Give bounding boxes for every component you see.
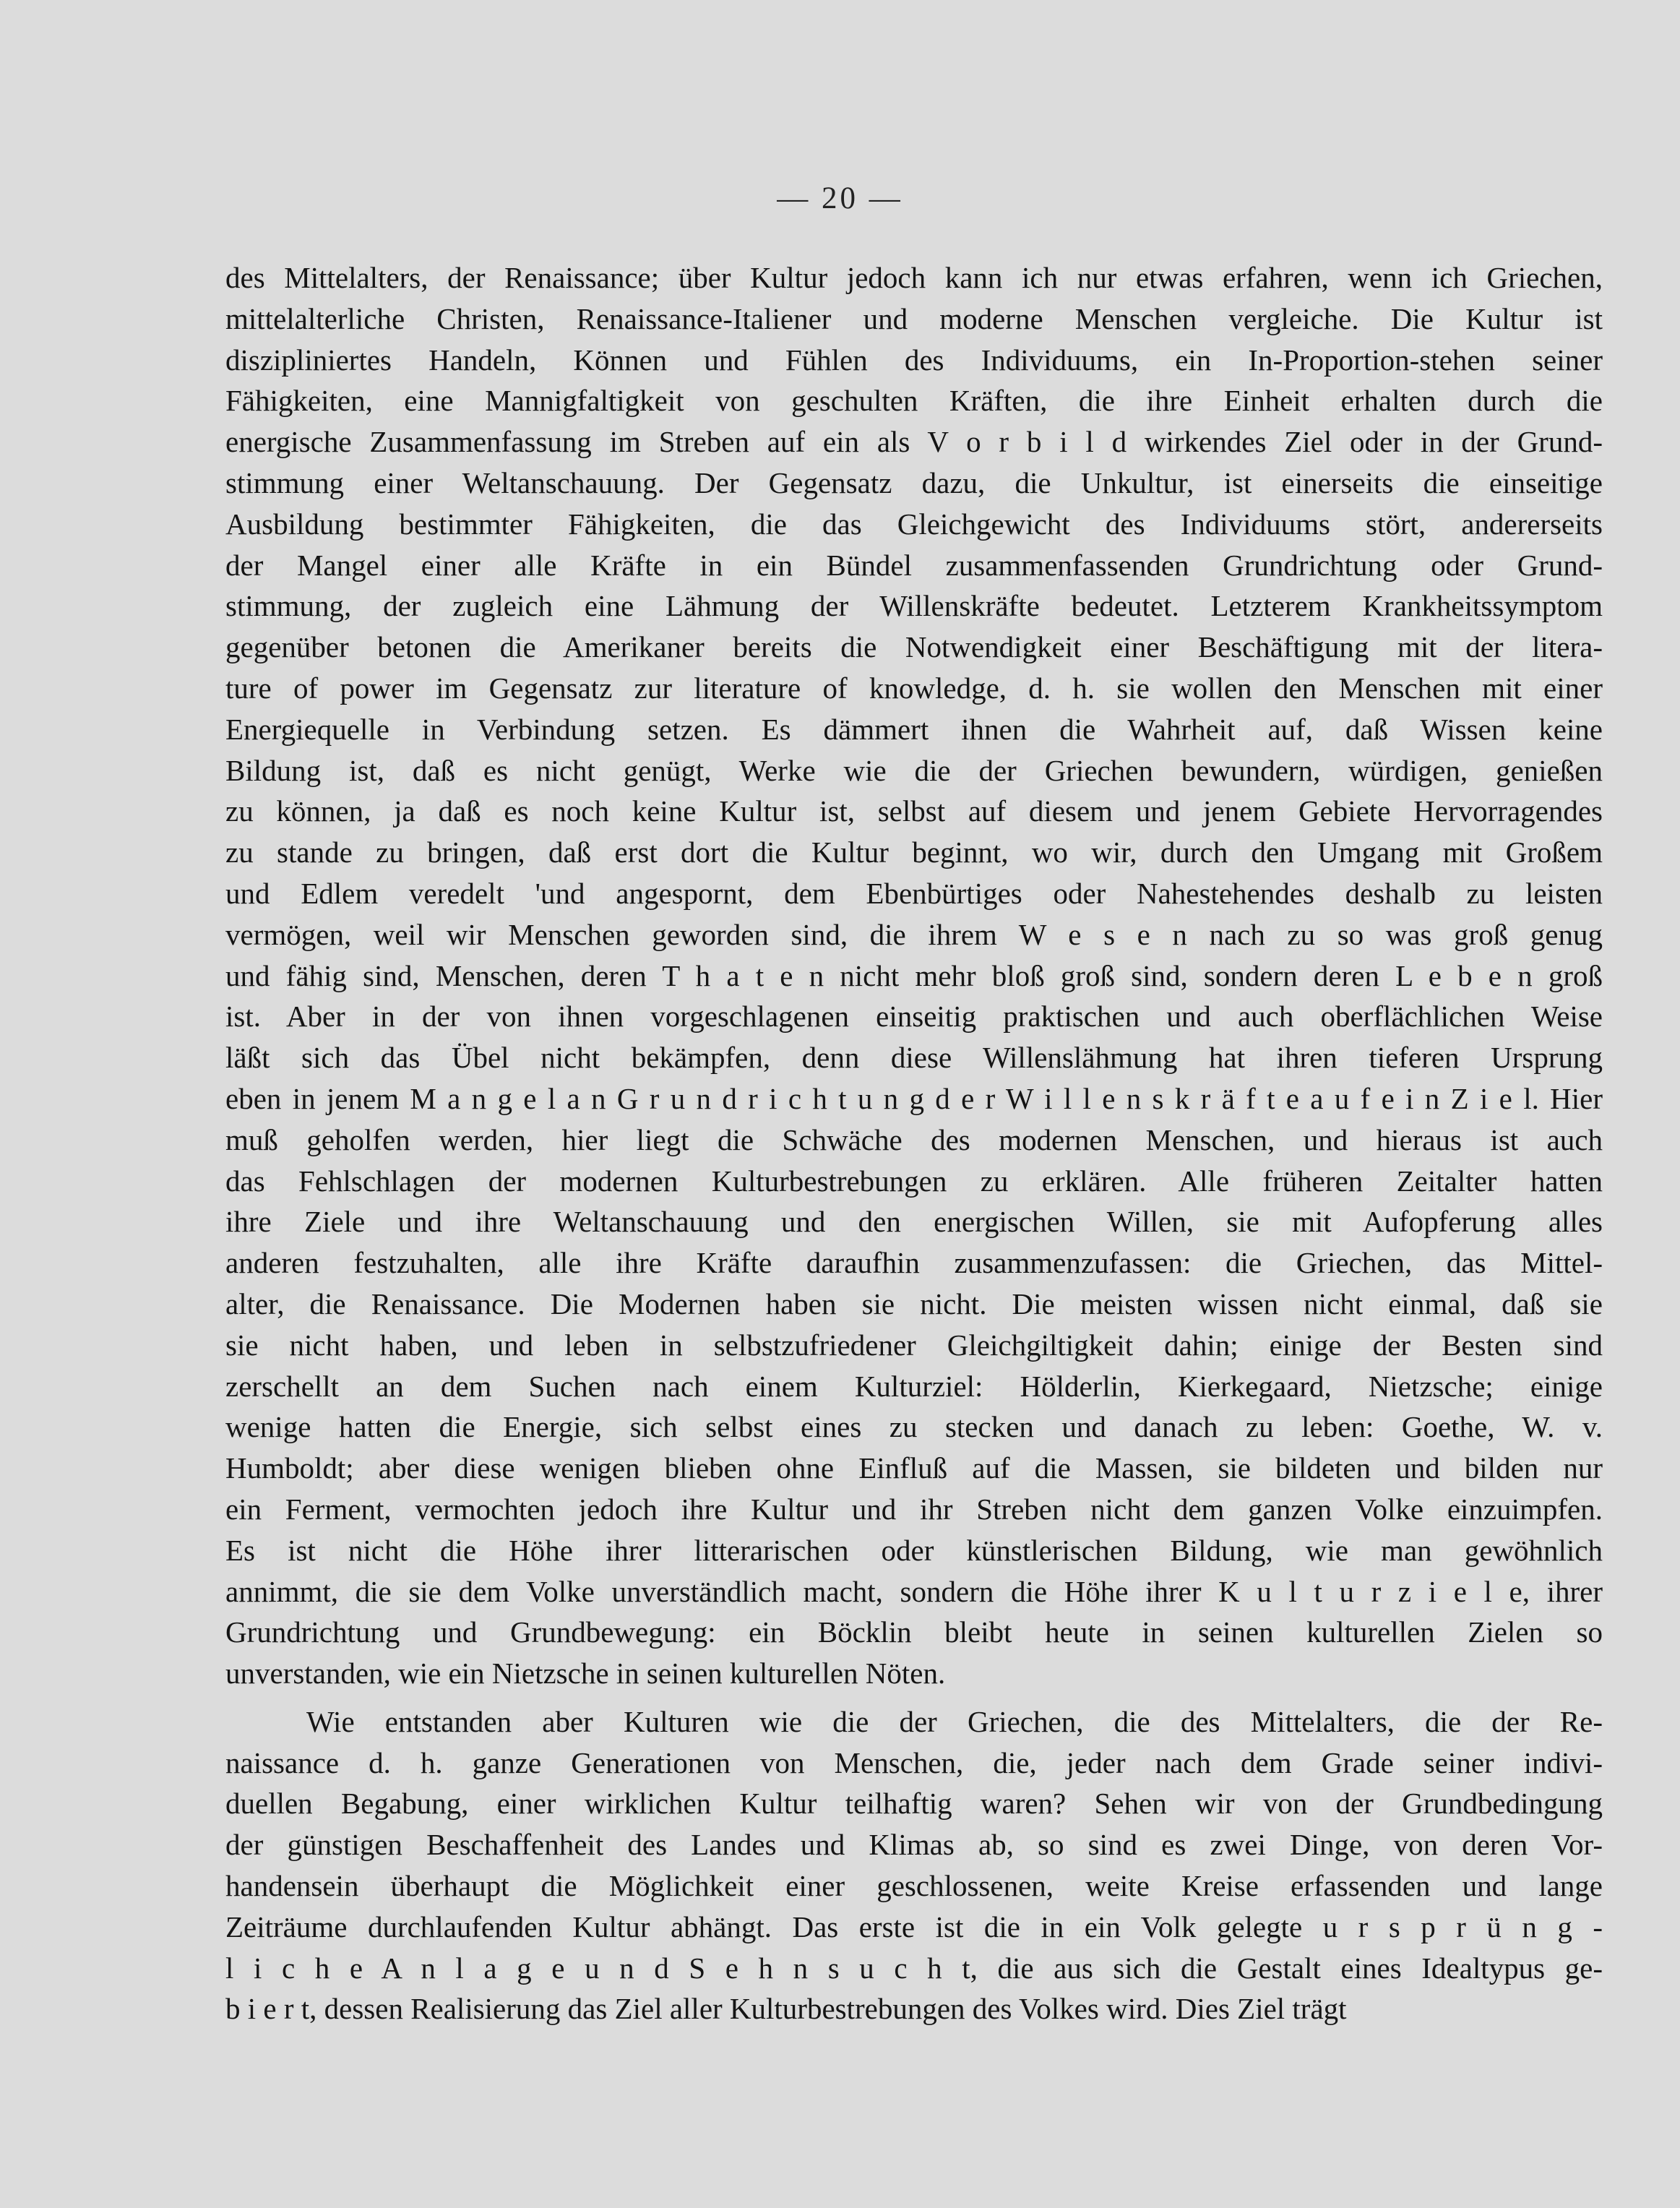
text-line: duellen Begabung, einer wirklichen Kultur teilhaftig waren? Sehen wir von der Grundbedingung	[225, 1787, 1603, 1821]
text-line: naissance d. h. ganze Generationen von Menschen, die, jeder nach dem Grade seiner indivi-	[225, 1745, 1603, 1779]
text-line: alter, die Renaissance. Die Modernen haben sie nicht. Die meisten wissen nicht einmal, daß sie	[225, 1286, 1603, 1320]
text-line: Fähigkeiten, eine Mannigfaltigkeit von geschulten Kräften, die ihre Einheit erhalten durch die	[225, 384, 1603, 418]
text-line: l i c h e A n l a g e u n d S e h n s u c h t, die aus sich die Gestalt eines Idealtypus ge-	[225, 1951, 1603, 1985]
body-text	[225, 257, 1603, 2029]
text-line: zu stande zu bringen, daß erst dort die Kultur beginnt, wo wir, durch den Umgang mit Großem	[225, 835, 1603, 869]
text-line: gegenüber betonen die Amerikaner bereits die Notwendigkeit einer Beschäftigung mit der litera-	[225, 630, 1603, 664]
text-line: Es ist nicht die Höhe ihrer litterarischen oder künstlerischen Bildung, wie man gewöhnlich	[225, 1533, 1603, 1567]
text-line: sie nicht haben, und leben in selbstzufriedener Gleichgiltigkeit dahin; einige der Besten sind	[225, 1328, 1603, 1362]
text-line: ture of power im Gegensatz zur literature of knowledge, d. h. sie wollen den Menschen mit einer	[225, 671, 1603, 705]
text-line: und Edlem veredelt 'und angespornt, dem Ebenbürtiges oder Nahestehendes deshalb zu leisten	[225, 876, 1603, 910]
text-line: Ausbildung bestimmter Fähigkeiten, die das Gleichgewicht des Individuums stört, andererseits	[225, 507, 1603, 541]
text-line: Bildung ist, daß es nicht genügt, Werke wie die der Griechen bewundern, würdigen, genießen	[225, 753, 1603, 787]
text-line: mittelalterliche Christen, Renaissance-Italiener und moderne Menschen vergleiche. Die Kultur ist	[225, 301, 1603, 335]
text-line: stimmung, der zugleich eine Lähmung der Willenskräfte bedeutet. Letzterem Krankheitssymptom	[225, 589, 1603, 623]
text-line: zerschellt an dem Suchen nach einem Kulturziel: Hölderlin, Kierkegaard, Nietzsche; einige	[225, 1369, 1603, 1403]
text-line: ist. Aber in der von ihnen vorgeschlagenen einseitig praktischen und auch oberflächlichen Weise	[225, 1000, 1603, 1034]
text-line: und fähig sind, Menschen, deren T h a t e n nicht mehr bloß groß sind, sondern deren L e b e n groß	[225, 958, 1603, 992]
paragraph	[225, 1701, 1603, 2029]
text-line: handensein überhaupt die Möglichkeit einer geschlossenen, weite Kreise erfassenden und lange	[225, 1869, 1603, 1903]
text-line: der Mangel einer alle Kräfte in ein Bündel zusammenfassenden Grundrichtung oder Grund-	[225, 548, 1603, 582]
text-line: eben in jenem M a n g e l a n G r u n d r i c h t u n g d e r W i l l e n s k r ä f t e a u f e i n Z i e l. Hier	[225, 1081, 1603, 1115]
text-line: anderen festzuhalten, alle ihre Kräfte daraufhin zusammenzufassen: die Griechen, das Mittel-	[225, 1246, 1603, 1280]
text-line: Zeiträume durchlaufenden Kultur abhängt. Das erste ist die in ein Volk gelegte u r s p r ü n g -	[225, 1910, 1603, 1943]
text-line: vermögen, weil wir Menschen geworden sind, die ihrem W e s e n nach zu so was groß genug	[225, 917, 1603, 951]
text-line: Grundrichtung und Grundbewegung: ein Böcklin bleibt heute in seinen kulturellen Zielen so	[225, 1615, 1603, 1649]
text-line: Wie entstanden aber Kulturen wie die der Griechen, die des Mittelalters, die der Re-	[306, 1704, 1603, 1738]
text-line: Energiequelle in Verbindung setzen. Es dämmert ihnen die Wahrheit auf, daß Wissen keine	[225, 712, 1603, 746]
text-line: des Mittelalters, der Renaissance; über Kultur jedoch kann ich nur etwas erfahren, wenn ich Griechen,	[225, 261, 1603, 294]
paragraph-gap	[225, 1694, 1603, 1701]
text-line: ein Ferment, vermochten jedoch ihre Kultur und ihr Streben nicht dem ganzen Volke einzuimpfen.	[225, 1492, 1603, 1526]
text-line: läßt sich das Übel nicht bekämpfen, denn diese Willenslähmung hat ihren tieferen Ursprung	[225, 1041, 1603, 1075]
text-line: zu können, ja daß es noch keine Kultur ist, selbst auf diesem und jenem Gebiete Hervorragendes	[225, 794, 1603, 828]
text-line: b i e r t, dessen Realisierung das Ziel aller Kulturbestrebungen des Volkes wird. Dies Ziel trägt	[225, 1992, 1347, 2026]
text-line: unverstanden, wie ein Nietzsche in seinen kulturellen Nöten.	[225, 1657, 946, 1691]
paragraph	[225, 257, 1603, 1694]
text-line: der günstigen Beschaffenheit des Landes und Klimas ab, so sind es zwei Dinge, von deren Vor-	[225, 1828, 1603, 1862]
text-line: das Fehlschlagen der modernen Kulturbestrebungen zu erklären. Alle früheren Zeitalter hatten	[225, 1164, 1603, 1198]
text-line: annimmt, die sie dem Volke unverständlich macht, sondern die Höhe ihrer K u l t u r z i e l e, ihrer	[225, 1574, 1603, 1608]
text-line: muß geholfen werden, hier liegt die Schwäche des modernen Menschen, und hieraus ist auch	[225, 1122, 1603, 1156]
text-line: Humboldt; aber diese wenigen blieben ohne Einfluß auf die Massen, sie bildeten und bilden nur	[225, 1451, 1603, 1485]
text-line: wenige hatten die Energie, sich selbst eines zu stecken und danach zu leben: Goethe, W. v.	[225, 1410, 1603, 1444]
text-line: diszipliniertes Handeln, Können und Fühlen des Individuums, ein In-Proportion-stehen seiner	[225, 343, 1603, 377]
text-line: stimmung einer Weltanschauung. Der Gegensatz dazu, die Unkultur, ist einerseits die einseitige	[225, 465, 1603, 499]
text-line: energische Zusammenfassung im Streben auf ein als V o r b i l d wirkendes Ziel oder in der Grund-	[225, 425, 1603, 459]
text-line: ihre Ziele und ihre Weltanschauung und den energischen Willen, sie mit Aufopferung alles	[225, 1205, 1603, 1239]
page-number: — 20 —	[777, 181, 903, 215]
